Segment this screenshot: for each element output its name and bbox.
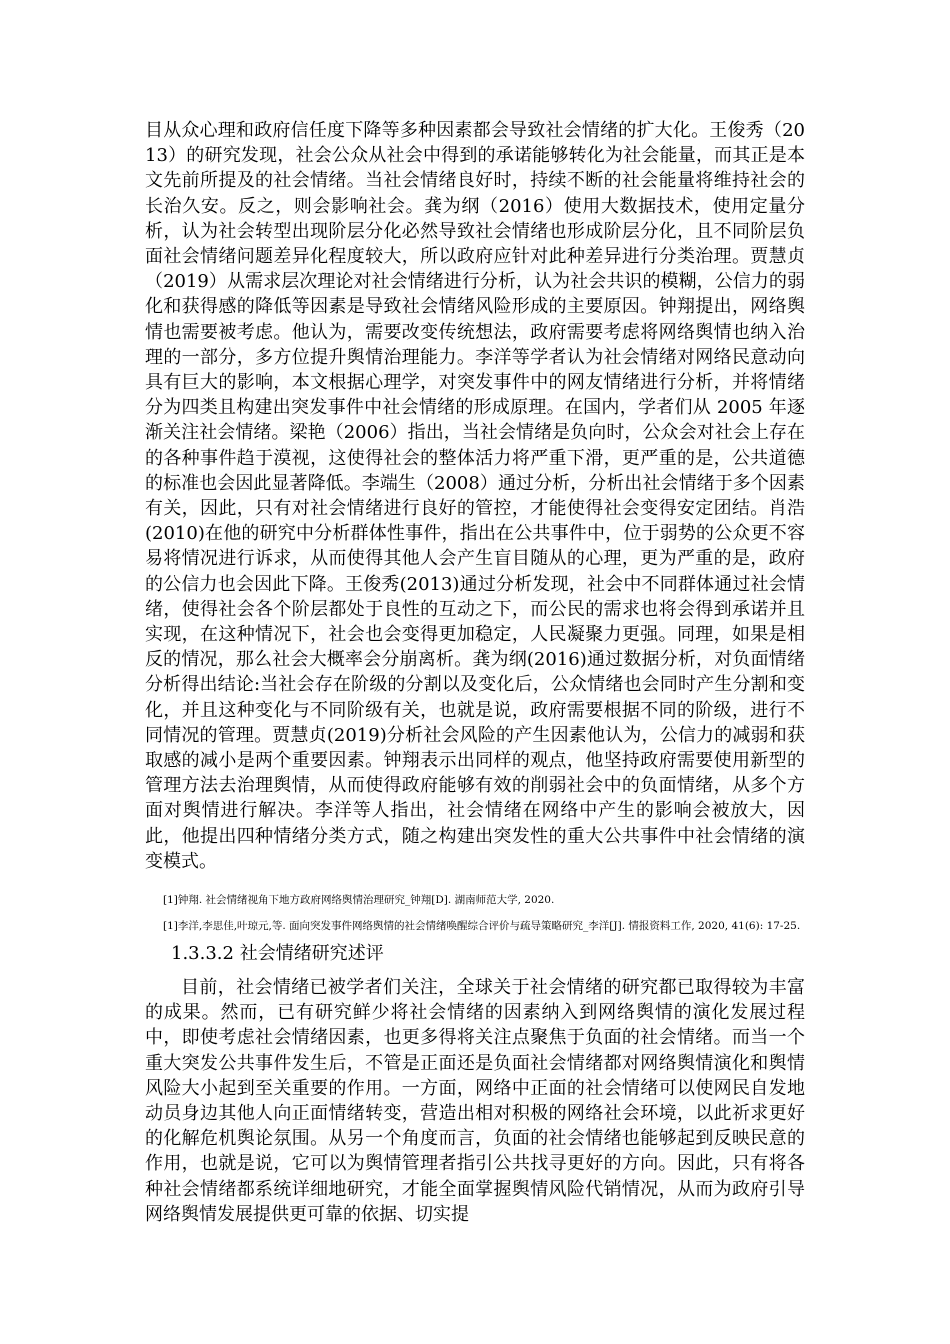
footnote-zhong-xiang: [1]钟翔. 社会情绪视角下地方政府网络舆情治理研究_钟翔[D]. 湖南师范大学, 2020. — [163, 894, 555, 906]
footnote-li-yang: [1]李洋,李思佳,叶琼元,等. 面向突发事件网络舆情的社会情绪唤醒综合评价与疏导策略研究_李洋[J]. 情报资料工作, 2020, 41(6): 17-25. — [163, 920, 801, 932]
section-subheading: 1.3.3.2 社会情绪研究述评 — [171, 943, 384, 964]
body-paragraph-literature-review: 目从众心理和政府信任度下降等多种因素都会导致社会情绪的扩大化。王俊秀（2013）的研究发现，社会公众从社会中得到的承诺能够转化为社会能量，而其正是本文先前所提及的社会情绪。当社会情绪良好时，持续不断的社会能量将维持社会的长治久安。反之，则会影响社会。龚为纲（2016）使用大数据技术，使用定量分析，认为社会转型出现阶层分化必然导致社会情绪也形成阶层分化，且不同阶层负面社会情绪问题差异化程度较大，所以政府应针对此种差异进行分类治理。贾慧贞（2019）从需求层次理论对社会情绪进行分析，认为社会共识的模糊，公信力的弱化和获得感的降低等因素是导致社会情绪风险形成的主要原因。钟翔提出，网络舆情也需要被考虑。他认为，需要改变传统想法，政府需要考虑将网络舆情也纳入治理的一部分，多方位提升舆情治理能力。李洋等学者认为社会情绪对网络民意动向具有巨大的影响，本文根据心理学，对突发事件中的网友情绪进行分析，并将情绪分为四类且构建出突发事件中社会情绪的形成原理。在国内，学者们从 2005 年逐渐关注社会情绪。梁艳（2006）指出，当社会情绪是负向时，公众会对社会上存在的各种事件趋于漠视，这使得社会的整体活力将严重下滑，更严重的是，公共道德的标准也会因此显著降低。李端生（2008）通过分析，分析出社会情绪于多个因素有关，因此，只有对社会情绪进行良好的管控，才能使得社会变得安定团结。肖浩(2010)在他的研究中分析群体性事件，指出在公共事件中，位于弱势的公众更不容易将情况进行诉求，从而使得其他人会产生盲目随从的心理，更为严重的是，政府的公信力也会因此下降。王俊秀(2013)通过分析发现，社会中不同群体通过社会情绪，使得社会各个阶层都处于良性的互动之下，而公民的需求也将会得到承诺并且实现，在这种情况下，社会也会变得更加稳定，人民凝聚力更强。同理，如果是相反的情况，那么社会大概率会分崩离析。龚为纲(2016)通过数据分析，对负面情绪分析得出结论:当社会存在阶级的分割以及变化后，公众情绪也会同时产生分割和变化，并且这种变化与不同阶级有关，也就是说，政府需要根据不同的阶级，进行不同情况的管理。贾慧贞(2019)分析社会风险的产生因素他认为，公信力的减弱和获取感的减小是两个重要因素。钟翔表示出同样的观点，他坚持政府需要使用新型的管理方法去治理舆情，从而使得政府能够有效的削弱社会中的负面情绪，从多个方面对舆情进行解决。李洋等人指出，社会情绪在网络中产生的影响会被放大，因此，他提出四种情绪分类方式，随之构建出突发性的重大公共事件中社会情绪的演变模式。 — [145, 120, 805, 872]
body-paragraph-review-summary: 目前，社会情绪已被学者们关注，全球关于社会情绪的研究都已取得较为丰富的成果。然而，已有研究鲜少将社会情绪的因素纳入到网络舆情的演化发展过程中，即使考虑社会情绪因素，也更多得将关注点聚焦于负面的社会情绪。而当一个重大突发公共事件发生后，不管是正面还是负面社会情绪都对网络舆情演化和舆情风险大小起到至关重要的作用。一方面，网络中正面的社会情绪可以使网民自发地动员身边其他人向正面情绪转变，营造出相对积极的网络社会环境，以此祈求更好的化解危机舆论氛围。从另一个角度而言，负面的社会情绪也能够起到反映民意的作用，也就是说，它可以为舆情管理者指引公共找寻更好的方向。因此，只有将各种社会情绪都系统详细地研究，才能全面掌握舆情风险代销情况，从而为政府引导网络舆情发展提供更可靠的依据、切实提 — [145, 977, 805, 1225]
